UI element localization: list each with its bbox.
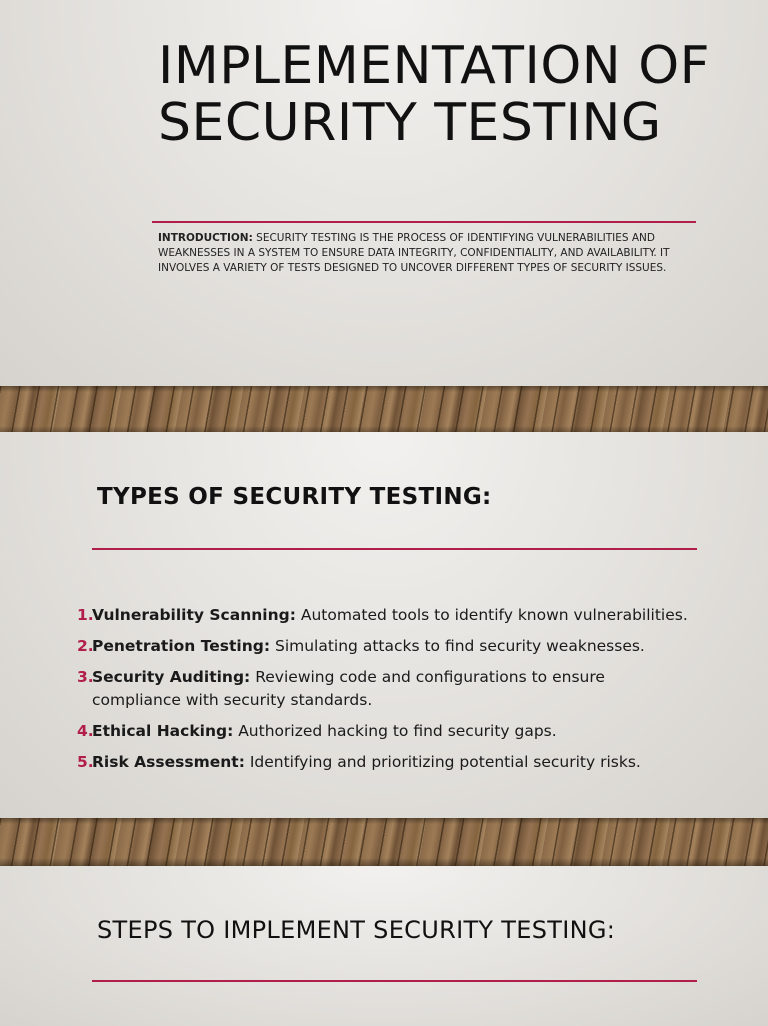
intro-paragraph — [158, 231, 698, 276]
slide-types — [0, 432, 768, 818]
list-item — [76, 751, 696, 774]
item-description: Identifying and prioritizing potential security risks. — [244, 753, 641, 771]
list-number: 1. — [77, 606, 94, 624]
item-description: Reviewing code and configurations to ensure compliance with security standards. — [92, 668, 605, 709]
steps-divider — [92, 980, 697, 982]
list-item — [76, 604, 696, 627]
list-number: 5. — [77, 753, 94, 771]
title-divider — [152, 221, 696, 223]
item-heading: Ethical Hacking: — [92, 722, 234, 740]
item-heading: Penetration Testing: — [92, 637, 271, 655]
slide-title-heading: IMPLEMENTATION OF SECURITY TESTING — [158, 36, 711, 153]
slide-steps — [0, 866, 768, 1026]
item-heading: Security Auditing: — [92, 668, 251, 686]
types-list — [76, 604, 696, 782]
item-description: Authorized hacking to find security gaps. — [233, 722, 557, 740]
item-description: Simulating attacks to find security weaknesses. — [270, 637, 645, 655]
item-heading: Risk Assessment: — [92, 753, 245, 771]
wood-floor-divider — [0, 818, 768, 866]
item-description: Automated tools to identify known vulnerabilities. — [295, 606, 688, 624]
list-item — [76, 635, 696, 658]
list-item — [76, 720, 696, 743]
types-heading: TYPES OF SECURITY TESTING: — [97, 484, 492, 510]
list-number: 4. — [77, 722, 94, 740]
steps-heading: STEPS TO IMPLEMENT SECURITY TESTING: — [97, 916, 616, 944]
slide-title — [0, 0, 768, 386]
list-number: 3. — [77, 668, 94, 686]
list-item — [76, 666, 696, 712]
list-number: 2. — [77, 637, 94, 655]
intro-label: INTRODUCTION: — [158, 232, 253, 244]
wood-floor-divider — [0, 386, 768, 432]
types-divider — [92, 548, 697, 550]
item-heading: Vulnerability Scanning: — [92, 606, 296, 624]
intro-text: SECURITY TESTING IS THE PROCESS OF IDENTIFYING VULNERABILITIES AND WEAKNESSES IN A SYSTEM TO ENSURE DATA INTEGRITY, CONFIDENTIALITY, AND AVAILABILITY. IT INVOLVES A VARIETY OF TESTS DESIGNED TO UNCOVER DIFFERENT TYPES OF SECURITY ISSUES. — [158, 232, 670, 274]
